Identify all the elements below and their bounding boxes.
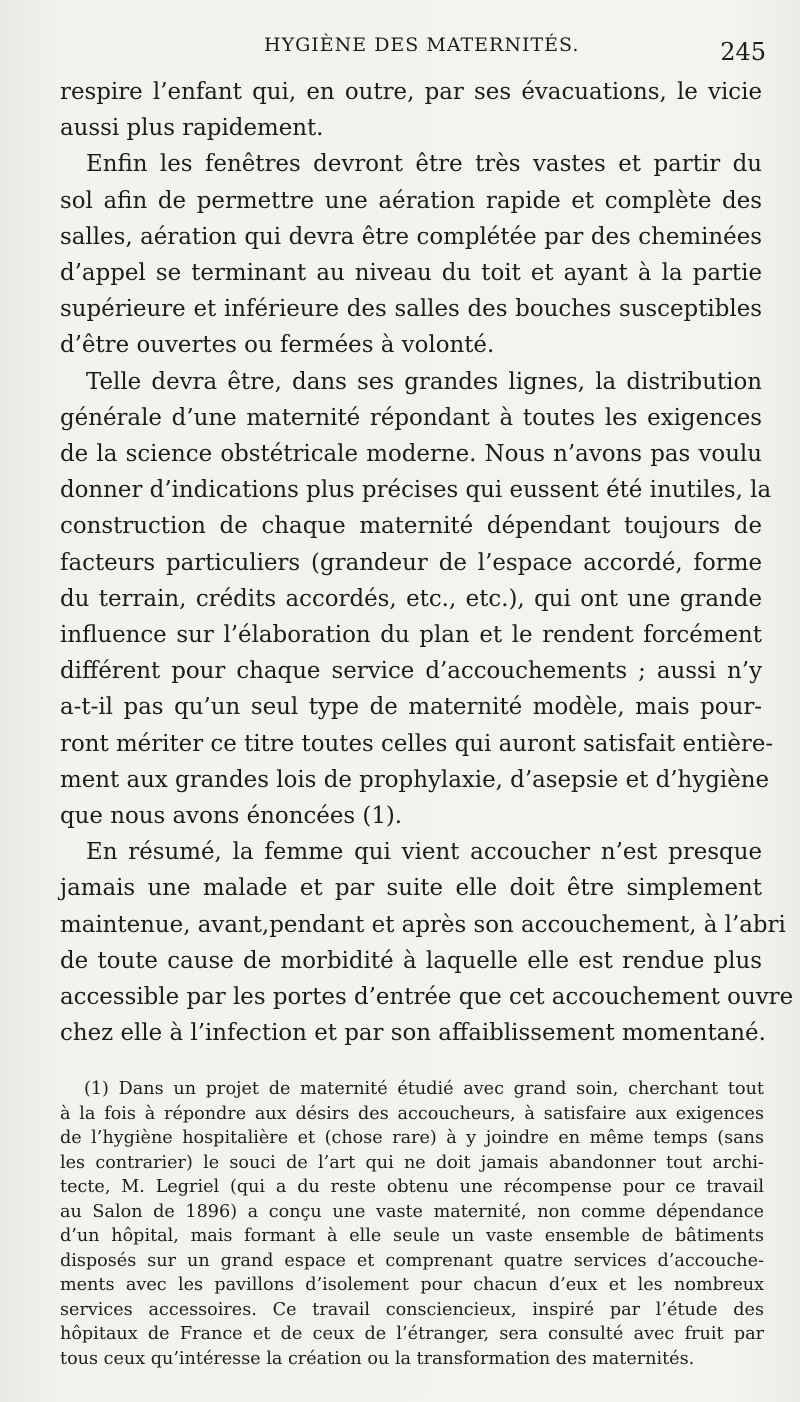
text-line: sol afin de permettre une aération rapide et complète des [60, 187, 762, 214]
footnote-line: à la fois à répondre aux désirs des accoucheurs, à satisfaire aux exigences [60, 1103, 764, 1124]
footnote-line: d’un hôpital, mais formant à elle seule un vaste ensemble de bâtiments [60, 1226, 764, 1246]
footnote-line: disposés sur un grand espace et comprenant quatre services d’accouche- [60, 1250, 764, 1271]
text-line: salles, aération qui devra être complétée par des cheminées [60, 223, 762, 250]
page-header [60, 34, 766, 74]
text-line: d’appel se terminant au niveau du toit et ayant à la partie [60, 260, 762, 287]
text-line: aussi plus rapidement. [60, 115, 324, 142]
text-line: de toute cause de morbidité à laquelle elle est rendue plus [60, 947, 762, 974]
text-line: ront mériter ce titre toutes celles qui auront satisfait entière- [60, 730, 774, 757]
footnote-line: services accessoires. Ce travail consciencieux, inspiré par l’étude des [60, 1299, 764, 1320]
text-line: maintenue, avant,pendant et après son accouchement, à l’abri [60, 911, 786, 938]
text-line: différent pour chaque service d’accouchements ; aussi n’y [60, 658, 762, 685]
text-line: jamais une malade et par suite elle doit être simplement [60, 875, 762, 902]
running-title: HYGIÈNE DES MATERNITÉS. [264, 34, 580, 56]
text-line: a-t-il pas qu’un seul type de maternité modèle, mais pour- [60, 694, 762, 721]
text-line: accessible par les portes d’entrée que cet accouchement ouvre [60, 984, 794, 1011]
text-line: de la science obstétricale moderne. Nous n’avons pas voulu [60, 441, 762, 468]
text-line: influence sur l’élaboration du plan et le rendent forcément [60, 622, 762, 649]
footnote-line: tecte, M. Legriel (qui a du reste obtenu une récompense pour ce travail [60, 1177, 764, 1197]
text-line: supérieure et inférieure des salles des bouches susceptibles [60, 296, 762, 323]
footnote-line: les contrarier) le souci de l’art qui ne doit jamais abandonner tout archi- [60, 1152, 764, 1173]
footnote [60, 1077, 764, 1371]
main-text [60, 74, 794, 1051]
footnote-line: (1) Dans un projet de maternité étudié avec grand soin, cherchant tout [84, 1079, 764, 1099]
text-line: d’être ouvertes ou fermées à volonté. [60, 332, 495, 359]
text-line: Telle devra être, dans ses grandes lignes, la distribution [86, 368, 762, 395]
page-number: 245 [720, 38, 766, 66]
text-line: construction de chaque maternité dépendant toujours de [60, 513, 762, 540]
text-line: chez elle à l’infection et par son affaiblissement momentané. [60, 1020, 766, 1047]
footnote-line: au Salon de 1896) a conçu une vaste maternité, non comme dépendance [60, 1201, 764, 1222]
text-line: que nous avons énoncées (1). [60, 803, 403, 830]
text-line: respire l’enfant qui, en outre, par ses évacuations, le vicie [60, 79, 762, 105]
footnote-line: tous ceux qu’intéresse la création ou la transformation des maternités. [60, 1348, 695, 1369]
text-line: du terrain, crédits accordés, etc., etc.), qui ont une grande [60, 585, 762, 612]
footnote-line: ments avec les pavillons d’isolement pour chacun d’eux et les nombreux [60, 1275, 764, 1295]
text-line: ment aux grandes lois de prophylaxie, d’asepsie et d’hygiène [60, 766, 770, 793]
text-line: facteurs particuliers (grandeur de l’espace accordé, forme [60, 549, 762, 576]
footnote-line: de l’hygiène hospitalière et (chose rare) à y joindre en même temps (sans [60, 1128, 764, 1148]
text-line: Enfin les fenêtres devront être très vastes et partir du [86, 151, 762, 178]
footnote-line: hôpitaux de France et de ceux de l’étranger, sera consulté avec fruit par [60, 1324, 764, 1344]
text-line: générale d’une maternité répondant à toutes les exigences [60, 404, 762, 431]
text-line: donner d’indications plus précises qui eussent été inutiles, la [60, 477, 772, 504]
text-line: En résumé, la femme qui vient accoucher n’est presque [86, 839, 762, 866]
